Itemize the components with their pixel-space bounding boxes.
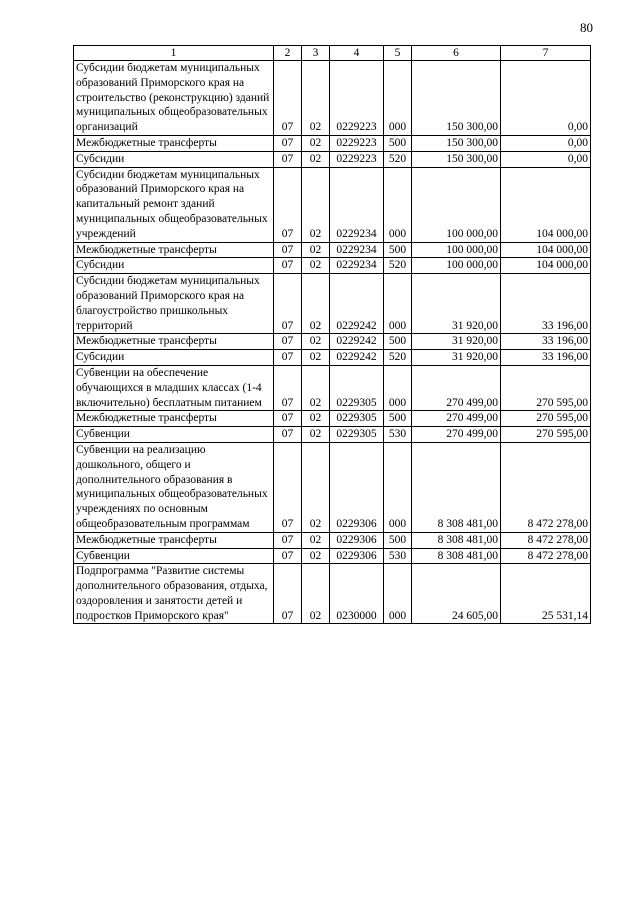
row-name: Подпрограмма "Развитие системы дополнительного образования, отдыха, оздоровления и занятости детей и подростков Приморского края" <box>74 564 274 624</box>
expense-type-code: 530 <box>384 427 412 443</box>
row-name: Субсидии <box>74 350 274 366</box>
row-name: Межбюджетные трансферты <box>74 135 274 151</box>
amount-year-1: 100 000,00 <box>412 258 501 274</box>
table-row <box>74 365 591 410</box>
amount-year-2: 0,00 <box>501 151 591 167</box>
expense-type-code: 500 <box>384 411 412 427</box>
section-code: 07 <box>274 334 302 350</box>
amount-year-2: 8 472 278,00 <box>501 548 591 564</box>
table-row <box>74 167 591 242</box>
row-name: Межбюджетные трансферты <box>74 334 274 350</box>
section-code: 07 <box>274 274 302 334</box>
subsection-code: 02 <box>302 411 330 427</box>
expense-type-code: 000 <box>384 61 412 136</box>
subsection-code: 02 <box>302 274 330 334</box>
amount-year-1: 100 000,00 <box>412 167 501 242</box>
row-name: Межбюджетные трансферты <box>74 242 274 258</box>
section-code: 07 <box>274 151 302 167</box>
target-article-code: 0229306 <box>330 442 384 532</box>
expense-type-code: 520 <box>384 258 412 274</box>
table-row <box>74 548 591 564</box>
amount-year-1: 31 920,00 <box>412 334 501 350</box>
amount-year-2: 33 196,00 <box>501 350 591 366</box>
table-row <box>74 135 591 151</box>
row-name: Субвенции на обеспечение обучающихся в младших классах (1-4 включительно) бесплатным питанием <box>74 365 274 410</box>
expense-type-code: 000 <box>384 442 412 532</box>
target-article-code: 0229223 <box>330 151 384 167</box>
amount-year-1: 8 308 481,00 <box>412 548 501 564</box>
amount-year-2: 0,00 <box>501 61 591 136</box>
subsection-code: 02 <box>302 167 330 242</box>
row-name: Субсидии бюджетам муниципальных образований Приморского края на капитальный ремонт зданий муниципальных общеобразовательных учреждений <box>74 167 274 242</box>
section-code: 07 <box>274 61 302 136</box>
expense-type-code: 000 <box>384 564 412 624</box>
target-article-code: 0229242 <box>330 274 384 334</box>
subsection-code: 02 <box>302 548 330 564</box>
subsection-code: 02 <box>302 564 330 624</box>
header-row <box>74 46 591 61</box>
table-row <box>74 274 591 334</box>
target-article-code: 0229305 <box>330 411 384 427</box>
amount-year-2: 104 000,00 <box>501 242 591 258</box>
target-article-code: 0229306 <box>330 532 384 548</box>
target-article-code: 0229234 <box>330 242 384 258</box>
table-row <box>74 334 591 350</box>
amount-year-1: 100 000,00 <box>412 242 501 258</box>
amount-year-2: 33 196,00 <box>501 334 591 350</box>
column-header: 7 <box>501 46 591 61</box>
target-article-code: 0229234 <box>330 167 384 242</box>
expense-type-code: 000 <box>384 365 412 410</box>
table-row <box>74 350 591 366</box>
expense-type-code: 500 <box>384 242 412 258</box>
subsection-code: 02 <box>302 365 330 410</box>
target-article-code: 0229242 <box>330 334 384 350</box>
column-header: 2 <box>274 46 302 61</box>
amount-year-1: 24 605,00 <box>412 564 501 624</box>
subsection-code: 02 <box>302 350 330 366</box>
target-article-code: 0229305 <box>330 365 384 410</box>
section-code: 07 <box>274 427 302 443</box>
column-header: 5 <box>384 46 412 61</box>
amount-year-2: 8 472 278,00 <box>501 442 591 532</box>
row-name: Субвенции на реализацию дошкольного, общего и дополнительного образования в муниципальных общеобразовательных учреждениях по основным общеобразовательным программам <box>74 442 274 532</box>
row-name: Субсидии <box>74 151 274 167</box>
row-name: Субсидии бюджетам муниципальных образований Приморского края на благоустройство пришкольных территорий <box>74 274 274 334</box>
section-code: 07 <box>274 350 302 366</box>
target-article-code: 0229305 <box>330 427 384 443</box>
amount-year-1: 270 499,00 <box>412 427 501 443</box>
expense-type-code: 520 <box>384 151 412 167</box>
amount-year-1: 150 300,00 <box>412 61 501 136</box>
amount-year-1: 8 308 481,00 <box>412 532 501 548</box>
subsection-code: 02 <box>302 334 330 350</box>
section-code: 07 <box>274 411 302 427</box>
subsection-code: 02 <box>302 135 330 151</box>
amount-year-2: 270 595,00 <box>501 427 591 443</box>
subsection-code: 02 <box>302 532 330 548</box>
table-row <box>74 61 591 136</box>
amount-year-1: 150 300,00 <box>412 135 501 151</box>
page-number: 80 <box>580 20 593 35</box>
amount-year-2: 104 000,00 <box>501 167 591 242</box>
subsection-code: 02 <box>302 242 330 258</box>
subsection-code: 02 <box>302 61 330 136</box>
section-code: 07 <box>274 242 302 258</box>
section-code: 07 <box>274 564 302 624</box>
row-name: Субвенции <box>74 427 274 443</box>
subsection-code: 02 <box>302 427 330 443</box>
table-row <box>74 427 591 443</box>
amount-year-2: 8 472 278,00 <box>501 532 591 548</box>
budget-table <box>73 45 591 624</box>
amount-year-1: 31 920,00 <box>412 274 501 334</box>
section-code: 07 <box>274 532 302 548</box>
section-code: 07 <box>274 135 302 151</box>
expense-type-code: 500 <box>384 334 412 350</box>
target-article-code: 0230000 <box>330 564 384 624</box>
column-header: 1 <box>74 46 274 61</box>
subsection-code: 02 <box>302 442 330 532</box>
table-row <box>74 442 591 532</box>
amount-year-2: 270 595,00 <box>501 411 591 427</box>
section-code: 07 <box>274 548 302 564</box>
target-article-code: 0229223 <box>330 61 384 136</box>
amount-year-1: 8 308 481,00 <box>412 442 501 532</box>
target-article-code: 0229242 <box>330 350 384 366</box>
column-header: 3 <box>302 46 330 61</box>
expense-type-code: 000 <box>384 274 412 334</box>
column-header: 6 <box>412 46 501 61</box>
amount-year-1: 150 300,00 <box>412 151 501 167</box>
row-name: Межбюджетные трансферты <box>74 532 274 548</box>
column-header: 4 <box>330 46 384 61</box>
row-name: Субвенции <box>74 548 274 564</box>
section-code: 07 <box>274 365 302 410</box>
table-row <box>74 151 591 167</box>
expense-type-code: 530 <box>384 548 412 564</box>
section-code: 07 <box>274 442 302 532</box>
target-article-code: 0229234 <box>330 258 384 274</box>
section-code: 07 <box>274 258 302 274</box>
expense-type-code: 500 <box>384 135 412 151</box>
subsection-code: 02 <box>302 258 330 274</box>
table-row <box>74 258 591 274</box>
expense-type-code: 520 <box>384 350 412 366</box>
amount-year-2: 270 595,00 <box>501 365 591 410</box>
amount-year-1: 270 499,00 <box>412 365 501 410</box>
expense-type-code: 000 <box>384 167 412 242</box>
amount-year-2: 33 196,00 <box>501 274 591 334</box>
amount-year-2: 0,00 <box>501 135 591 151</box>
amount-year-1: 31 920,00 <box>412 350 501 366</box>
row-name: Межбюджетные трансферты <box>74 411 274 427</box>
table-row <box>74 411 591 427</box>
target-article-code: 0229306 <box>330 548 384 564</box>
table-row <box>74 532 591 548</box>
table-row <box>74 242 591 258</box>
target-article-code: 0229223 <box>330 135 384 151</box>
section-code: 07 <box>274 167 302 242</box>
amount-year-2: 104 000,00 <box>501 258 591 274</box>
amount-year-1: 270 499,00 <box>412 411 501 427</box>
row-name: Субсидии бюджетам муниципальных образований Приморского края на строительство (реконструкцию) зданий муниципальных общеобразовательных организаций <box>74 61 274 136</box>
table-row <box>74 564 591 624</box>
amount-year-2: 25 531,14 <box>501 564 591 624</box>
row-name: Субсидии <box>74 258 274 274</box>
subsection-code: 02 <box>302 151 330 167</box>
expense-type-code: 500 <box>384 532 412 548</box>
